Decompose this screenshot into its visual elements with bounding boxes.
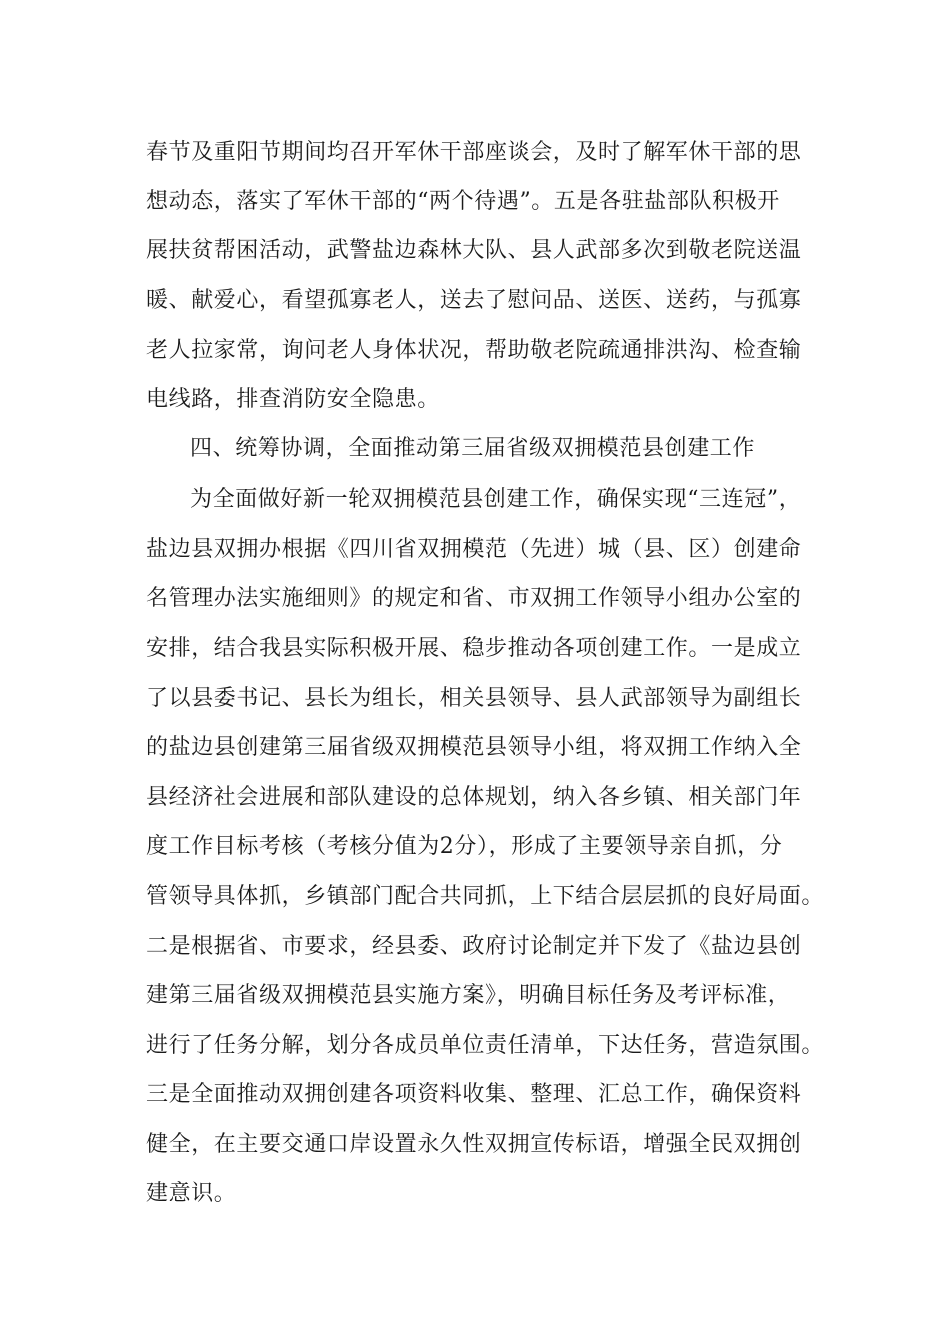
text-line: 进行了任务分解，划分各成员单位责任清单，下达任务，营造氛围。 [146, 1033, 825, 1058]
text-line: 想动态，落实了军休干部的“两个待遇”。五是各驻盐部队积极开 [146, 189, 780, 214]
text-line: 管领导具体抓，乡镇部门配合共同抓，上下结合层层抓的良好局面。 [146, 884, 825, 909]
text-line: 盐边县双拥办根据《四川省双拥模范（先进）城（县、区）创建命 [146, 537, 802, 562]
text-line: 为全面做好新一轮双拥模范县创建工作，确保实现“三连冠”， [190, 487, 802, 512]
text-line: 名管理办法实施细则》的规定和省、市双拥工作领导小组办公室的 [146, 586, 802, 611]
section-heading: 四、统筹协调，全面推动第三届省级双拥模范县创建工作 [190, 436, 756, 461]
text-line: 健全，在主要交通口岸设置永久性双拥宣传标语，增强全民双拥创 [146, 1132, 802, 1157]
text-line: 展扶贫帮困活动，武警盐边森林大队、县人武部多次到敬老院送温 [146, 238, 802, 263]
text-line: 了以县委书记、县长为组长，相关县领导、县人武部领导为副组长 [146, 686, 802, 711]
text-line: 老人拉家常，询问老人身体状况，帮助敬老院疏通排洪沟、检查输 [146, 338, 802, 363]
text-line: 建意识。 [146, 1181, 237, 1206]
text-line: 度工作目标考核（考核分值为2分），形成了主要领导亲自抓，分 [146, 834, 783, 859]
text-line: 县经济社会进展和部队建设的总体规划，纳入各乡镇、相关部门年 [146, 785, 802, 810]
text-line: 的盐边县创建第三届省级双拥模范县领导小组，将双拥工作纳入全 [146, 735, 802, 760]
text-line: 三是全面推动双拥创建各项资料收集、整理、汇总工作，确保资料 [146, 1082, 802, 1107]
text-line: 二是根据省、市要求，经县委、政府讨论制定并下发了《盐边县创 [146, 934, 802, 959]
text-line: 电线路，排查消防安全隐患。 [146, 387, 440, 412]
text-line: 春节及重阳节期间均召开军休干部座谈会，及时了解军休干部的思 [146, 140, 802, 165]
text-line: 安排，结合我县实际积极开展、稳步推动各项创建工作。一是成立 [146, 636, 802, 661]
text-line: 暖、献爱心，看望孤寡老人，送去了慰问品、送医、送药，与孤寡 [146, 288, 802, 313]
text-line: 建第三届省级双拥模范县实施方案》，明确目标任务及考评标准， [146, 983, 791, 1008]
